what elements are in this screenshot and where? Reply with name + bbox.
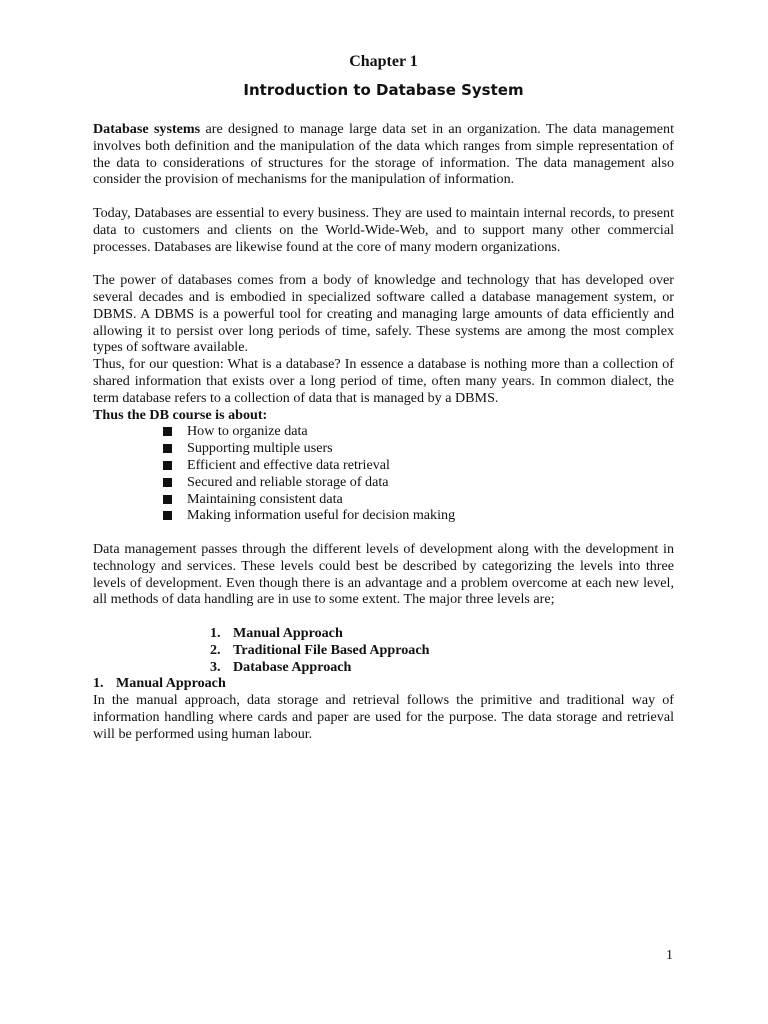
square-bullet-icon <box>163 495 172 504</box>
paragraph-intro-text: are designed to manage large data set in an organization. The data management involves both definition and the manipulation of the data which ranges from simple representation of the data to considerations of structures for the storage of information. The data management also consider the provision of mechanisms for the manipulation of information. <box>93 121 674 188</box>
course-topic-list <box>93 423 674 524</box>
paragraph-manual-approach: In the manual approach, data storage and retrieval follows the primitive and traditional way of information handling where cards and paper are used for the purpose. The data storage and retrieval will be performed using human labour. <box>93 692 674 742</box>
square-bullet-icon <box>163 461 172 470</box>
bold-term: Database systems <box>93 121 201 137</box>
list-item: Efficient and effective data retrieval <box>163 457 674 474</box>
course-heading: Thus the DB course is about: <box>93 406 268 423</box>
levels-list <box>93 625 674 675</box>
list-item: 3. Database Approach <box>210 658 352 675</box>
square-bullet-icon <box>163 511 172 520</box>
square-bullet-icon <box>163 427 172 436</box>
paragraph-levels: Data management passes through the different levels of development along with the development in technology and services. These levels could best be described by categorizing the levels into three levels of development. Even though there is an advantage and a problem overcome at each new level, all methods of data handling are in use to some extent. The major three levels are; <box>93 540 674 608</box>
list-item: Maintaining consistent data <box>163 491 674 508</box>
paragraph-business: Today, Databases are essential to every business. They are used to maintain internal records, to present data to customers and clients on the World-Wide-Web, and to support many other commercial processes. Databases are likewise found at the core of many modern organizations. <box>93 204 674 255</box>
chapter-heading: Chapter 1 <box>349 53 418 70</box>
section-heading: 1. Manual Approach <box>93 675 226 692</box>
paragraph-power: The power of databases comes from a body of knowledge and technology that has developed over several decades and is embodied in specialized software called a database management system, or DBMS. A DBMS is a powerful tool for creating and managing large amounts of data efficiently and allowing it to persist over long periods of time, safely. These systems are among the most complex types of software available. <box>93 272 674 356</box>
page-number: 1 <box>666 948 673 963</box>
chapter-title: Introduction to Database System <box>243 81 524 99</box>
list-item: 1. Manual Approach <box>210 624 343 641</box>
square-bullet-icon <box>163 478 172 487</box>
paragraph-question: Thus, for our question: What is a database? In essence a database is nothing more than a collection of shared information that exists over a long period of time, often many years. In common dialect, the term database refers to a collection of data that is managed by a DBMS. <box>93 356 674 406</box>
list-item: Secured and reliable storage of data <box>163 474 674 491</box>
paragraph-intro <box>93 121 674 188</box>
document-page <box>93 52 674 742</box>
list-item: How to organize data <box>163 423 674 440</box>
list-item: Making information useful for decision making <box>163 507 674 524</box>
list-item: Supporting multiple users <box>163 440 674 457</box>
list-item: 2. Traditional File Based Approach <box>210 641 430 658</box>
square-bullet-icon <box>163 444 172 453</box>
